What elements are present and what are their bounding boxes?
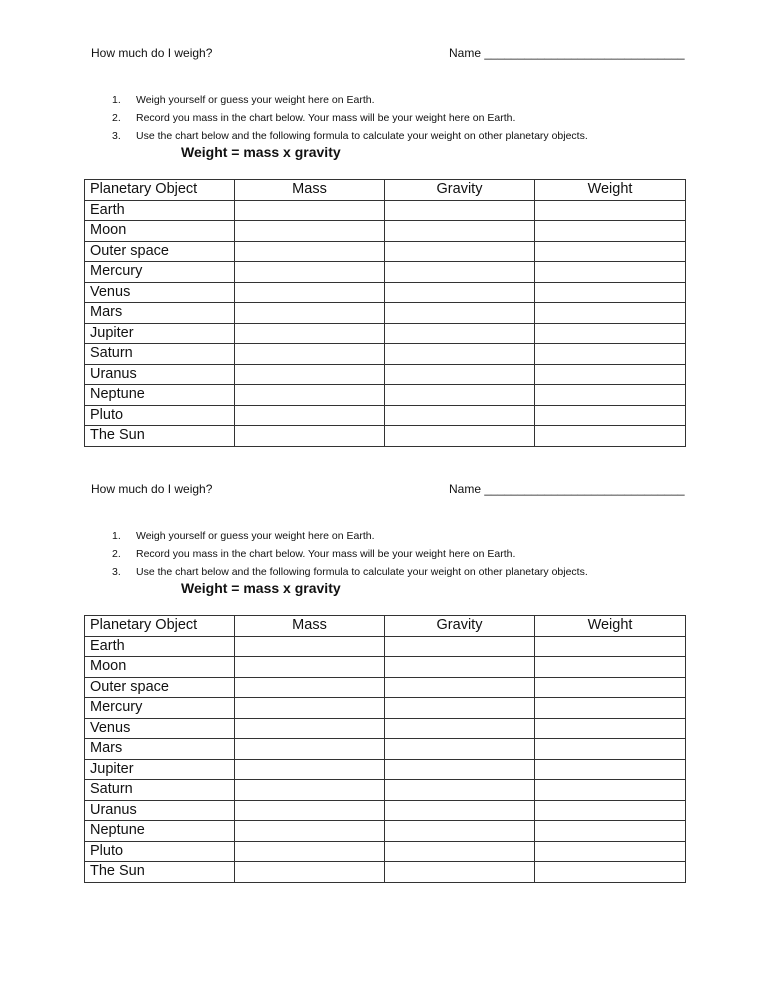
planet-name-cell: Mercury [85,262,235,283]
gravity-cell[interactable] [385,385,535,406]
gravity-cell[interactable] [385,821,535,842]
name-blank: ______________________________ [484,482,685,496]
gravity-cell[interactable] [385,739,535,760]
weight-cell[interactable] [535,862,686,883]
weight-cell[interactable] [535,262,686,283]
instructions-list [112,527,588,581]
planet-name-cell: Uranus [85,364,235,385]
table-row [85,698,686,719]
mass-cell[interactable] [235,262,385,283]
column-header: Weight [535,180,686,201]
weight-cell[interactable] [535,677,686,698]
name-label: Name [449,482,482,496]
mass-cell[interactable] [235,780,385,801]
weight-cell[interactable] [535,739,686,760]
table-row [85,759,686,780]
table-row [85,323,686,344]
table-row [85,221,686,242]
gravity-cell[interactable] [385,426,535,447]
table-row [85,677,686,698]
worksheet-title: How much do I weigh? [91,46,213,60]
name-blank: ______________________________ [484,46,685,60]
mass-cell[interactable] [235,657,385,678]
planet-name-cell: Outer space [85,241,235,262]
instruction-item: 1. Weigh yourself or guess your weight here on Earth. [112,530,375,542]
mass-cell[interactable] [235,698,385,719]
gravity-cell[interactable] [385,759,535,780]
mass-cell[interactable] [235,200,385,221]
table-row [85,426,686,447]
column-header: Weight [535,616,686,637]
gravity-cell[interactable] [385,282,535,303]
mass-cell[interactable] [235,323,385,344]
mass-cell[interactable] [235,677,385,698]
formula-heading: Weight = mass x gravity [181,580,341,596]
weight-cell[interactable] [535,323,686,344]
gravity-cell[interactable] [385,657,535,678]
instruction-item: 1. Weigh yourself or guess your weight here on Earth. [112,94,375,106]
planet-name-cell: Jupiter [85,759,235,780]
weight-cell[interactable] [535,385,686,406]
mass-cell[interactable] [235,303,385,324]
planet-name-cell: Mercury [85,698,235,719]
planet-name-cell: Moon [85,657,235,678]
instruction-item: 2. Record you mass in the chart below. Your mass will be your weight here on Earth. [112,548,516,560]
mass-cell[interactable] [235,636,385,657]
mass-cell[interactable] [235,841,385,862]
mass-cell[interactable] [235,800,385,821]
name-label: Name [449,46,482,60]
gravity-cell[interactable] [385,862,535,883]
mass-cell[interactable] [235,426,385,447]
table-row [85,303,686,324]
weight-cell[interactable] [535,698,686,719]
table-row [85,780,686,801]
weight-cell[interactable] [535,759,686,780]
gravity-cell[interactable] [385,841,535,862]
planet-name-cell: Saturn [85,780,235,801]
table-row [85,405,686,426]
table-row [85,241,686,262]
table-body [85,636,686,882]
gravity-cell[interactable] [385,405,535,426]
table-row [85,282,686,303]
weight-cell[interactable] [535,221,686,242]
gravity-cell[interactable] [385,780,535,801]
name-field[interactable] [449,46,685,60]
gravity-cell[interactable] [385,262,535,283]
gravity-cell[interactable] [385,636,535,657]
table-row [85,800,686,821]
column-header: Gravity [385,616,535,637]
weight-cell[interactable] [535,405,686,426]
gravity-cell[interactable] [385,698,535,719]
planet-name-cell: Neptune [85,821,235,842]
weight-cell[interactable] [535,200,686,221]
planet-name-cell: Pluto [85,405,235,426]
gravity-cell[interactable] [385,323,535,344]
column-header: Mass [235,616,385,637]
mass-cell[interactable] [235,344,385,365]
planet-name-cell: Uranus [85,800,235,821]
planet-name-cell: Mars [85,303,235,324]
mass-cell[interactable] [235,759,385,780]
mass-cell[interactable] [235,405,385,426]
formula-heading: Weight = mass x gravity [181,144,341,160]
gravity-cell[interactable] [385,800,535,821]
table-row [85,636,686,657]
weight-cell[interactable] [535,282,686,303]
mass-cell[interactable] [235,282,385,303]
column-header: Mass [235,180,385,201]
weight-cell[interactable] [535,344,686,365]
gravity-cell[interactable] [385,344,535,365]
column-header: Planetary Object [85,616,235,637]
weight-cell[interactable] [535,657,686,678]
planet-name-cell: Neptune [85,385,235,406]
instruction-item: 3. Use the chart below and the following formula to calculate your weight on other planetary objects. [112,130,588,142]
planet-name-cell: Pluto [85,841,235,862]
planet-name-cell: Moon [85,221,235,242]
weight-cell[interactable] [535,841,686,862]
table-row [85,821,686,842]
gravity-cell[interactable] [385,677,535,698]
worksheet-title: How much do I weigh? [91,482,213,496]
table-row [85,862,686,883]
planet-name-cell: Earth [85,200,235,221]
table-row [85,344,686,365]
table-header-row [85,180,686,201]
weight-cell[interactable] [535,718,686,739]
weight-cell[interactable] [535,364,686,385]
table-row [85,200,686,221]
mass-cell[interactable] [235,364,385,385]
planet-table [84,615,686,883]
table-row [85,364,686,385]
gravity-cell[interactable] [385,718,535,739]
table-row [85,739,686,760]
instructions-list [112,91,588,145]
mass-cell[interactable] [235,385,385,406]
weight-cell[interactable] [535,780,686,801]
planet-name-cell: Venus [85,282,235,303]
gravity-cell[interactable] [385,364,535,385]
weight-cell[interactable] [535,636,686,657]
planet-name-cell: Jupiter [85,323,235,344]
table-row [85,841,686,862]
planet-name-cell: The Sun [85,862,235,883]
mass-cell[interactable] [235,862,385,883]
gravity-cell[interactable] [385,200,535,221]
weight-cell[interactable] [535,241,686,262]
weight-cell[interactable] [535,821,686,842]
gravity-cell[interactable] [385,241,535,262]
instruction-item: 3. Use the chart below and the following formula to calculate your weight on other planetary objects. [112,566,588,578]
table-row [85,718,686,739]
instruction-item: 2. Record you mass in the chart below. Your mass will be your weight here on Earth. [112,112,516,124]
planet-name-cell: Venus [85,718,235,739]
planet-name-cell: Earth [85,636,235,657]
weight-cell[interactable] [535,800,686,821]
mass-cell[interactable] [235,718,385,739]
weight-cell[interactable] [535,303,686,324]
column-header: Gravity [385,180,535,201]
planet-name-cell: The Sun [85,426,235,447]
table-body [85,200,686,446]
planet-name-cell: Saturn [85,344,235,365]
mass-cell[interactable] [235,739,385,760]
table-row [85,657,686,678]
planet-table [84,179,686,447]
table-row [85,262,686,283]
planet-name-cell: Outer space [85,677,235,698]
mass-cell[interactable] [235,221,385,242]
table-row [85,385,686,406]
name-field[interactable] [449,482,685,496]
table-header-row [85,616,686,637]
mass-cell[interactable] [235,821,385,842]
planet-name-cell: Mars [85,739,235,760]
weight-cell[interactable] [535,426,686,447]
mass-cell[interactable] [235,241,385,262]
column-header: Planetary Object [85,180,235,201]
gravity-cell[interactable] [385,221,535,242]
gravity-cell[interactable] [385,303,535,324]
